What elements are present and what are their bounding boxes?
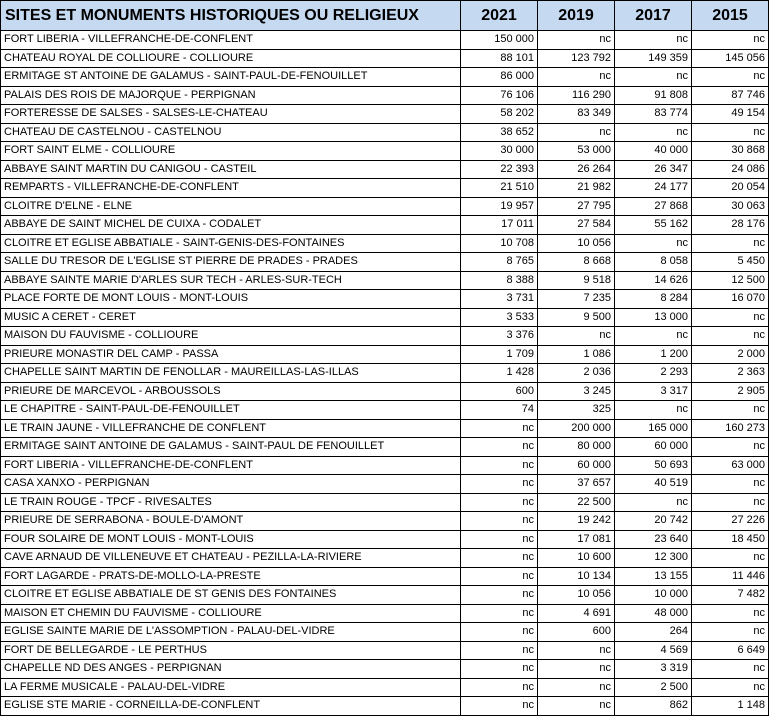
visits-2015-cell: nc [692,549,769,568]
visits-2021-cell: 3 376 [461,327,538,346]
visits-2021-cell: nc [461,678,538,697]
visits-2019-cell: nc [538,68,615,87]
visits-2015-cell: 49 154 [692,105,769,124]
table-row [1,31,769,50]
table-row [1,216,769,235]
site-name-cell: MAISON ET CHEMIN DU FAUVISME - COLLIOURE [1,604,461,623]
visits-2017-cell: 23 640 [615,530,692,549]
site-name-cell: ERMITAGE SAINT ANTOINE DE GALAMUS - SAINT-PAUL DE FENOUILLET [1,438,461,457]
visits-2019-cell: 325 [538,401,615,420]
visits-2017-cell: 3 317 [615,382,692,401]
visits-2019-cell: 10 600 [538,549,615,568]
visits-2017-cell: 12 300 [615,549,692,568]
visits-2017-cell: nc [615,493,692,512]
table-row [1,401,769,420]
visits-2015-cell: nc [692,678,769,697]
visits-2017-cell: 60 000 [615,438,692,457]
visits-2015-cell: 11 446 [692,567,769,586]
visits-2019-cell: 27 584 [538,216,615,235]
visits-2021-cell: nc [461,604,538,623]
table-row [1,364,769,383]
visits-2017-cell: 27 868 [615,197,692,216]
visits-2017-cell: 3 319 [615,660,692,679]
visits-2019-cell: 2 036 [538,364,615,383]
visits-2021-cell: nc [461,475,538,494]
visits-2015-cell: 63 000 [692,456,769,475]
visits-2017-cell: 48 000 [615,604,692,623]
visits-2015-cell: 87 746 [692,86,769,105]
visits-2015-cell: 160 273 [692,419,769,438]
visits-2021-cell: nc [461,530,538,549]
visits-2019-cell: 17 081 [538,530,615,549]
visits-2021-cell: nc [461,493,538,512]
visits-2019-cell: nc [538,697,615,716]
visits-2021-cell: nc [461,438,538,457]
visits-2019-cell: 60 000 [538,456,615,475]
visits-2021-cell: 8 765 [461,253,538,272]
site-name-cell: ABBAYE SAINT MARTIN DU CANIGOU - CASTEIL [1,160,461,179]
visits-2019-cell: 3 245 [538,382,615,401]
table-row [1,86,769,105]
site-name-cell: LA FERME MUSICALE - PALAU-DEL-VIDRE [1,678,461,697]
visits-2017-cell: 149 359 [615,49,692,68]
header-2021: 2021 [461,1,538,31]
visits-2019-cell: 9 500 [538,308,615,327]
visits-2019-cell: 600 [538,623,615,642]
site-name-cell: ABBAYE SAINTE MARIE D'ARLES SUR TECH - ARLES-SUR-TECH [1,271,461,290]
site-name-cell: PRIEURE DE SERRABONA - BOULE-D'AMONT [1,512,461,531]
visits-2021-cell: 10 708 [461,234,538,253]
visits-2019-cell: 7 235 [538,290,615,309]
visits-2017-cell: 50 693 [615,456,692,475]
visits-2021-cell: nc [461,660,538,679]
visits-2015-cell: 28 176 [692,216,769,235]
visits-2021-cell: nc [461,456,538,475]
visits-2017-cell: nc [615,123,692,142]
site-name-cell: CHATEAU DE CASTELNOU - CASTELNOU [1,123,461,142]
table-row [1,105,769,124]
visits-2015-cell: nc [692,31,769,50]
visits-2021-cell: 21 510 [461,179,538,198]
visits-2015-cell: nc [692,68,769,87]
visits-2015-cell: 2 000 [692,345,769,364]
visits-2015-cell: 30 868 [692,142,769,161]
visits-2019-cell: nc [538,123,615,142]
visits-2021-cell: 86 000 [461,68,538,87]
visits-2017-cell: 10 000 [615,586,692,605]
table-row [1,253,769,272]
visits-2019-cell: 1 086 [538,345,615,364]
table-row [1,475,769,494]
site-name-cell: CLOITRE ET EGLISE ABBATIALE - SAINT-GENIS-DES-FONTAINES [1,234,461,253]
visits-2017-cell: 165 000 [615,419,692,438]
visits-2015-cell: 12 500 [692,271,769,290]
visits-2017-cell: 55 162 [615,216,692,235]
visits-2021-cell: 76 106 [461,86,538,105]
visits-2019-cell: 123 792 [538,49,615,68]
site-name-cell: CAVE ARNAUD DE VILLENEUVE ET CHATEAU - PEZILLA-LA-RIVIERE [1,549,461,568]
visits-2019-cell: nc [538,31,615,50]
site-name-cell: FORT DE BELLEGARDE - LE PERTHUS [1,641,461,660]
visits-2017-cell: 2 293 [615,364,692,383]
visits-2015-cell: nc [692,401,769,420]
visits-2021-cell: nc [461,419,538,438]
visits-2015-cell: 1 148 [692,697,769,716]
site-name-cell: FORT LIBERIA - VILLEFRANCHE-DE-CONFLENT [1,456,461,475]
visits-2017-cell: 40 519 [615,475,692,494]
visits-2015-cell: 27 226 [692,512,769,531]
visits-2021-cell: 38 652 [461,123,538,142]
site-name-cell: ERMITAGE ST ANTOINE DE GALAMUS - SAINT-PAUL-DE-FENOUILLET [1,68,461,87]
visits-2021-cell: 600 [461,382,538,401]
header-2017: 2017 [615,1,692,31]
site-name-cell: CHAPELLE SAINT MARTIN DE FENOLLAR - MAUREILLAS-LAS-ILLAS [1,364,461,383]
site-name-cell: PALAIS DES ROIS DE MAJORQUE - PERPIGNAN [1,86,461,105]
visits-2019-cell: 10 056 [538,234,615,253]
visits-2019-cell: 200 000 [538,419,615,438]
visits-2015-cell: nc [692,493,769,512]
header-sites: SITES ET MONUMENTS HISTORIQUES OU RELIGIEUX [1,1,461,31]
visits-2015-cell: nc [692,308,769,327]
site-name-cell: LE TRAIN JAUNE - VILLEFRANCHE DE CONFLENT [1,419,461,438]
table-row [1,641,769,660]
site-name-cell: EGLISE STE MARIE - CORNEILLA-DE-CONFLENT [1,697,461,716]
visits-2021-cell: 88 101 [461,49,538,68]
table-row [1,493,769,512]
site-name-cell: CLOITRE D'ELNE - ELNE [1,197,461,216]
visits-2017-cell: 264 [615,623,692,642]
visits-2015-cell: 24 086 [692,160,769,179]
table-row [1,660,769,679]
site-name-cell: LE CHAPITRE - SAINT-PAUL-DE-FENOUILLET [1,401,461,420]
visits-2015-cell: nc [692,438,769,457]
visits-2017-cell: 13 155 [615,567,692,586]
site-name-cell: CLOITRE ET EGLISE ABBATIALE DE ST GENIS DES FONTAINES [1,586,461,605]
table-row [1,179,769,198]
visits-2021-cell: nc [461,641,538,660]
visits-2021-cell: 74 [461,401,538,420]
visits-2015-cell: 16 070 [692,290,769,309]
visits-2019-cell: nc [538,678,615,697]
visits-2019-cell: nc [538,327,615,346]
site-name-cell: MUSIC A CERET - CERET [1,308,461,327]
visits-2017-cell: 24 177 [615,179,692,198]
visits-2017-cell: 91 808 [615,86,692,105]
visits-2019-cell: 19 242 [538,512,615,531]
site-name-cell: FORT LAGARDE - PRATS-DE-MOLLO-LA-PRESTE [1,567,461,586]
table-row [1,456,769,475]
site-name-cell: PRIEURE DE MARCEVOL - ARBOUSSOLS [1,382,461,401]
visits-2017-cell: 8 058 [615,253,692,272]
visits-2021-cell: 3 533 [461,308,538,327]
site-name-cell: REMPARTS - VILLEFRANCHE-DE-CONFLENT [1,179,461,198]
visits-2017-cell: 13 000 [615,308,692,327]
visits-2019-cell: 4 691 [538,604,615,623]
table-row [1,604,769,623]
site-name-cell: PRIEURE MONASTIR DEL CAMP - PASSA [1,345,461,364]
visits-2019-cell: 80 000 [538,438,615,457]
site-name-cell: MAISON DU FAUVISME - COLLIOURE [1,327,461,346]
table-row [1,160,769,179]
visits-2017-cell: 26 347 [615,160,692,179]
table-row [1,512,769,531]
header-2015: 2015 [692,1,769,31]
visits-2017-cell: 20 742 [615,512,692,531]
visits-2019-cell: 26 264 [538,160,615,179]
visits-2015-cell: 6 649 [692,641,769,660]
visits-2017-cell: 1 200 [615,345,692,364]
table-row [1,530,769,549]
site-name-cell: LE TRAIN ROUGE - TPCF - RIVESALTES [1,493,461,512]
visits-2019-cell: 21 982 [538,179,615,198]
visits-2019-cell: 27 795 [538,197,615,216]
visits-2015-cell: 30 063 [692,197,769,216]
visits-2019-cell: 37 657 [538,475,615,494]
visits-2021-cell: nc [461,623,538,642]
visits-2017-cell: nc [615,327,692,346]
table-row [1,123,769,142]
table-body [1,31,769,716]
visits-2021-cell: 19 957 [461,197,538,216]
visits-2017-cell: 83 774 [615,105,692,124]
site-name-cell: FORT SAINT ELME - COLLIOURE [1,142,461,161]
table-row [1,68,769,87]
visits-2015-cell: 18 450 [692,530,769,549]
table-row [1,438,769,457]
visits-2021-cell: 58 202 [461,105,538,124]
visits-2017-cell: nc [615,68,692,87]
visits-2017-cell: nc [615,401,692,420]
visits-2015-cell: nc [692,234,769,253]
visits-2017-cell: nc [615,234,692,253]
table-row [1,697,769,716]
visits-2019-cell: 8 668 [538,253,615,272]
site-name-cell: CHATEAU ROYAL DE COLLIOURE - COLLIOURE [1,49,461,68]
visits-2019-cell: 10 134 [538,567,615,586]
visits-2017-cell: 2 500 [615,678,692,697]
table-row [1,234,769,253]
header-row [1,1,769,31]
visits-2017-cell: 40 000 [615,142,692,161]
visits-2015-cell: 7 482 [692,586,769,605]
visits-2019-cell: 83 349 [538,105,615,124]
visits-2017-cell: 862 [615,697,692,716]
table-row [1,271,769,290]
visits-2021-cell: 22 393 [461,160,538,179]
table-row [1,549,769,568]
visits-2021-cell: 1 428 [461,364,538,383]
visits-2019-cell: 10 056 [538,586,615,605]
header-2019: 2019 [538,1,615,31]
visits-2015-cell: 5 450 [692,253,769,272]
table-row [1,197,769,216]
visits-2019-cell: nc [538,660,615,679]
visits-2021-cell: nc [461,512,538,531]
visits-2015-cell: nc [692,123,769,142]
visits-2021-cell: 1 709 [461,345,538,364]
visits-2021-cell: nc [461,697,538,716]
visits-2015-cell: 145 056 [692,49,769,68]
table-row [1,586,769,605]
visits-2015-cell: nc [692,327,769,346]
visits-2017-cell: 4 569 [615,641,692,660]
table-row [1,382,769,401]
site-name-cell: FORT LIBERIA - VILLEFRANCHE-DE-CONFLENT [1,31,461,50]
visits-2019-cell: 53 000 [538,142,615,161]
site-name-cell: SALLE DU TRESOR DE L'EGLISE ST PIERRE DE PRADES - PRADES [1,253,461,272]
site-name-cell: CASA XANXO - PERPIGNAN [1,475,461,494]
visits-2015-cell: 20 054 [692,179,769,198]
table-row [1,419,769,438]
visits-2019-cell: 116 290 [538,86,615,105]
site-name-cell: ABBAYE DE SAINT MICHEL DE CUIXA - CODALET [1,216,461,235]
visits-2019-cell: 9 518 [538,271,615,290]
visits-2017-cell: 14 626 [615,271,692,290]
visits-2021-cell: nc [461,567,538,586]
visits-2019-cell: nc [538,641,615,660]
visits-2015-cell: nc [692,623,769,642]
visits-2021-cell: 17 011 [461,216,538,235]
visits-2015-cell: nc [692,475,769,494]
visits-2015-cell: 2 905 [692,382,769,401]
visits-2021-cell: 30 000 [461,142,538,161]
visits-2021-cell: nc [461,586,538,605]
table-row [1,345,769,364]
visits-2021-cell: 8 388 [461,271,538,290]
table-row [1,678,769,697]
visits-2019-cell: 22 500 [538,493,615,512]
table-row [1,308,769,327]
table-row [1,567,769,586]
site-name-cell: CHAPELLE ND DES ANGES - PERPIGNAN [1,660,461,679]
table-row [1,327,769,346]
site-name-cell: FORTERESSE DE SALSES - SALSES-LE-CHATEAU [1,105,461,124]
visits-2015-cell: nc [692,604,769,623]
visits-2017-cell: nc [615,31,692,50]
visits-2015-cell: 2 363 [692,364,769,383]
visits-2015-cell: nc [692,660,769,679]
visits-2021-cell: 150 000 [461,31,538,50]
table-row [1,49,769,68]
site-name-cell: FOUR SOLAIRE DE MONT LOUIS - MONT-LOUIS [1,530,461,549]
visits-2017-cell: 8 284 [615,290,692,309]
site-name-cell: PLACE FORTE DE MONT LOUIS - MONT-LOUIS [1,290,461,309]
visits-2021-cell: 3 731 [461,290,538,309]
visits-2021-cell: nc [461,549,538,568]
site-name-cell: EGLISE SAINTE MARIE DE L'ASSOMPTION - PALAU-DEL-VIDRE [1,623,461,642]
table-row [1,623,769,642]
table-row [1,142,769,161]
table-row [1,290,769,309]
